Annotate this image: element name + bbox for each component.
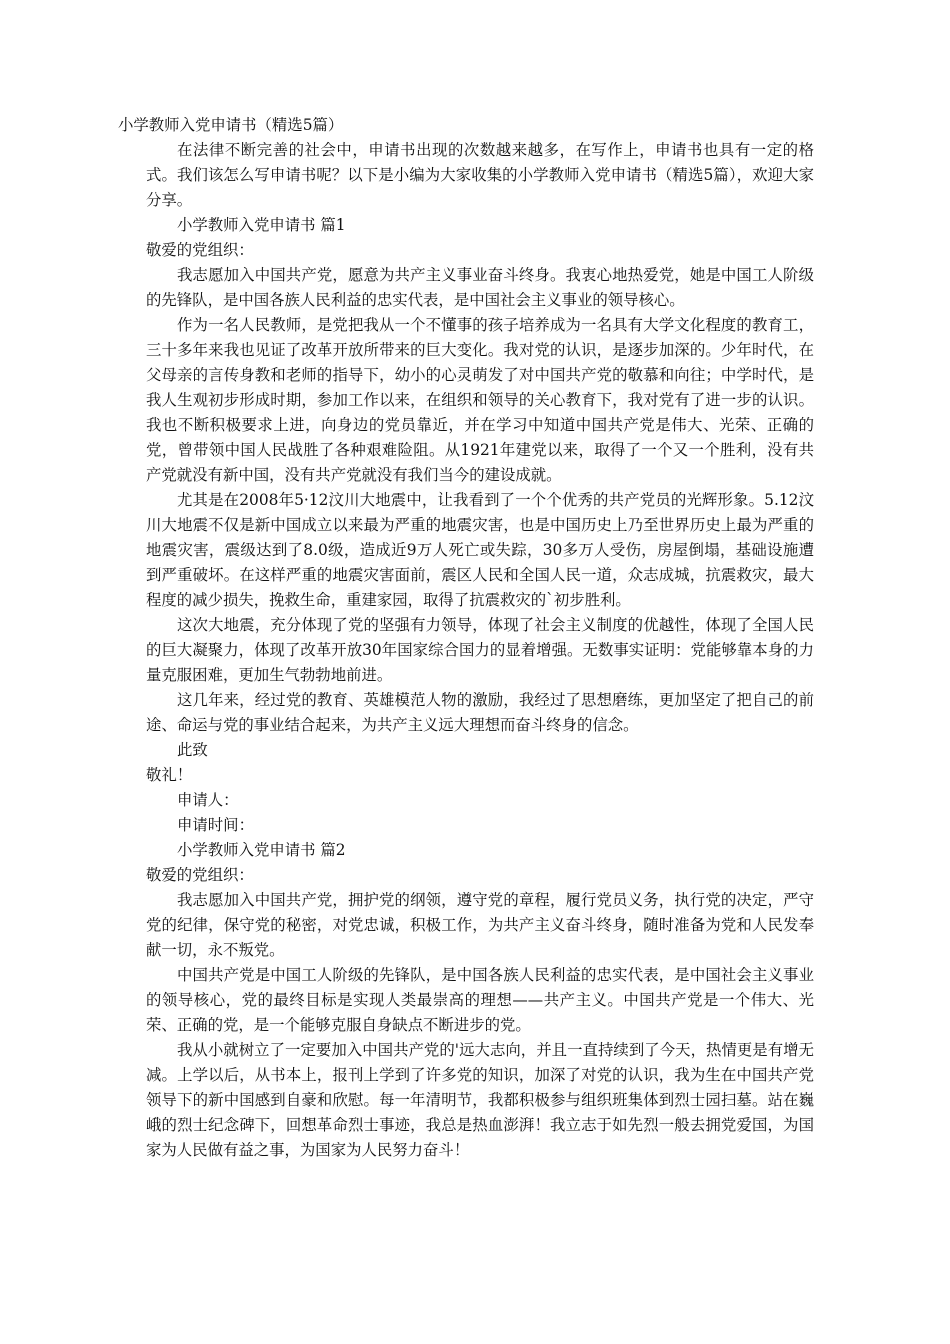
intro-paragraph: 在法律不断完善的社会中，申请书出现的次数越来越多，在写作上，申请书也具有一定的格式。我们该怎么写申请书呢？以下是小编为大家收集的小学教师入党申请书（精选5篇），欢迎大家分享。 xyxy=(146,141,814,209)
closing-salute: 敬礼！ xyxy=(146,766,193,784)
salutation-2: 敬爱的党组织： xyxy=(146,866,254,884)
paragraph: 作为一名人民教师，是党把我从一个不懂事的孩子培养成为一名具有大学文化程度的教育工，三十多年来我也见证了改革开放所带来的巨大变化。我对党的认识，是逐步加深的。少年时代，在父母亲的言传身教和老师的指导下，幼小的心灵萌发了对中国共产党的敬慕和向往；中学时代，是我人生观初步形成时期，参加工作以来，在组织和领导的关心教育下，我对党有了进一步的认识。我也不断积极要求上进，向身边的党员靠近，并在学习中知道中国共产党是伟大、光荣、正确的党，曾带领中国人民战胜了各种艰难险阻。从1921年建党以来，取得了一个又一个胜利，没有共产党就没有新中国，没有共产党就没有我们当今的建设成就。 xyxy=(146,316,814,484)
closing-line: 此致 xyxy=(177,741,208,759)
salutation-1: 敬爱的党组织： xyxy=(146,241,254,259)
paragraph: 我志愿加入中国共产党，拥护党的纲领，遵守党的章程，履行党员义务，执行党的决定，严守党的纪律，保守党的秘密，对党忠诚，积极工作，为共产主义奋斗终身，随时准备为党和人民发奉献一切，永不叛党。 xyxy=(146,891,814,959)
date-label: 申请时间： xyxy=(177,816,254,834)
paragraph: 我志愿加入中国共产党，愿意为共产主义事业奋斗终身。我衷心地热爱党，她是中国工人阶级的先锋队，是中国各族人民利益的忠实代表，是中国社会主义事业的领导核心。 xyxy=(146,266,814,309)
paragraph: 这几年来，经过党的教育、英雄模范人物的激励，我经过了思想磨练，更加坚定了把自己的前途、命运与党的事业结合起来，为共产主义远大理想而奋斗终身的信念。 xyxy=(146,691,814,734)
paragraph: 这次大地震，充分体现了党的坚强有力领导，体现了社会主义制度的优越性，体现了全国人民的巨大凝聚力，体现了改革开放30年国家综合国力的显着增强。无数事实证明：党能够靠本身的力量克服困难，更加生气勃勃地前进。 xyxy=(146,616,814,684)
document-page xyxy=(118,113,814,1163)
paragraph: 我从小就树立了一定要加入中国共产党的'远大志向，并且一直持续到了今天，热情更是有增无减。上学以后，从书本上，报刊上学到了许多党的知识，加深了对党的认识，我为生在中国共产党领导下的新中国感到自豪和欣慰。每一年清明节，我都积极参与组织班集体到烈士园扫墓。站在巍峨的烈士纪念碑下，回想革命烈士事迹，我总是热血澎湃！我立志于如先烈一般去拥党爱国，为国家为人民做有益之事，为国家为人民努力奋斗！ xyxy=(146,1041,814,1159)
document-title: 小学教师入党申请书（精选5篇） xyxy=(118,116,344,134)
section-heading-1: 小学教师入党申请书 篇1 xyxy=(177,216,346,234)
section-heading-2: 小学教师入党申请书 篇2 xyxy=(177,841,346,859)
paragraph: 中国共产党是中国工人阶级的先锋队，是中国各族人民利益的忠实代表，是中国社会主义事业的领导核心，党的最终目标是实现人类最崇高的理想——共产主义。中国共产党是一个伟大、光荣、正确的党，是一个能够克服自身缺点不断进步的党。 xyxy=(146,966,814,1034)
paragraph: 尤其是在2008年5·12汶川大地震中，让我看到了一个个优秀的共产党员的光辉形象。5.12汶川大地震不仅是新中国成立以来最为严重的地震灾害，也是中国历史上乃至世界历史上最为严重的地震灾害，震级达到了8.0级，造成近9万人死亡或失踪，30多万人受伤，房屋倒塌，基础设施遭到严重破坏。在这样严重的地震灾害面前，震区人民和全国人民一道，众志成城，抗震救灾，最大程度的减少损失，挽救生命，重建家园，取得了抗震救灾的`初步胜利。 xyxy=(146,491,814,609)
applicant-label: 申请人： xyxy=(177,791,239,809)
